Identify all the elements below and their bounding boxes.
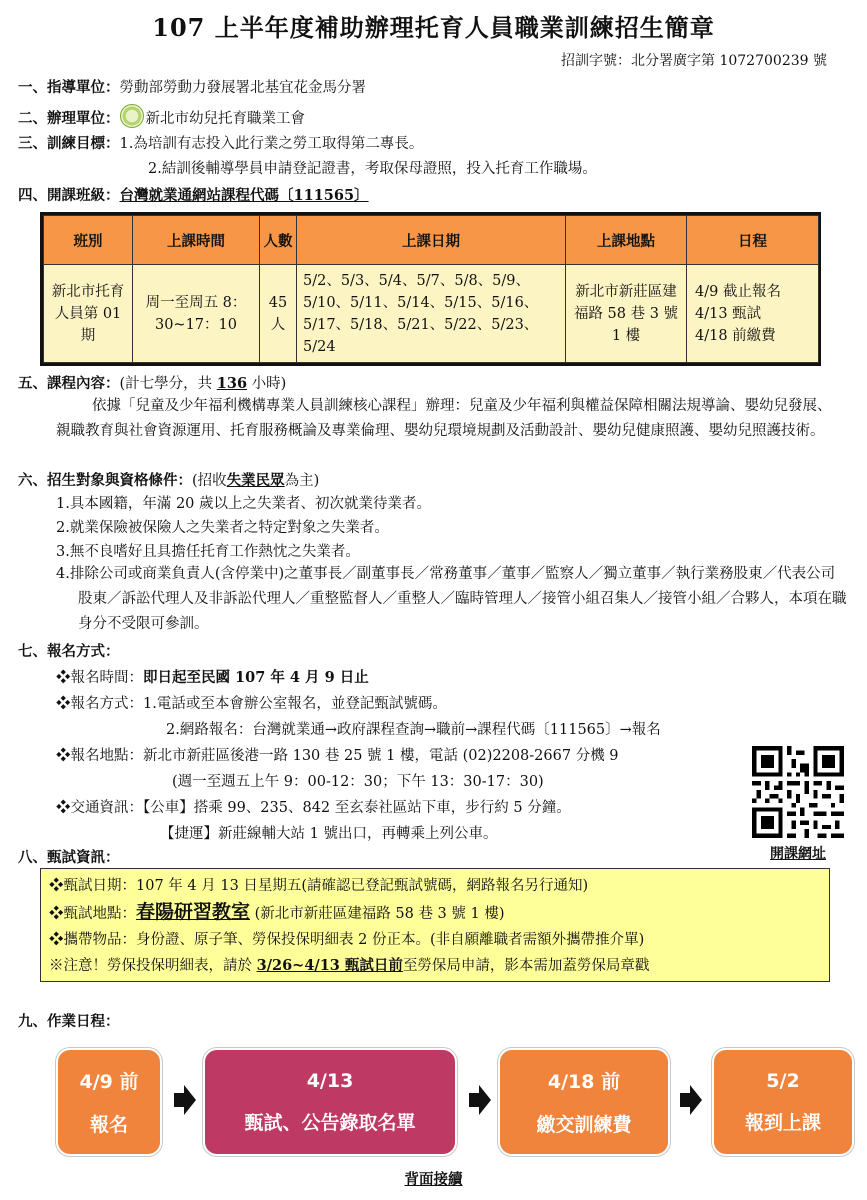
- exam-place-name: 春陽研習教室: [136, 901, 251, 923]
- exam-info-box: [40, 868, 830, 982]
- cell-class: 新北市托育人員第 01 期: [44, 265, 133, 363]
- page-title: 107 上半年度補助辦理托育人員職業訓練招生簡章: [152, 13, 715, 42]
- field-label: ❖攜帶物品：: [49, 932, 136, 948]
- section-label: 五、課程內容：: [18, 375, 120, 392]
- course-code: 台灣就業通網站課程代碼〔111565〕: [119, 187, 369, 204]
- section-organizer: [18, 104, 305, 128]
- field-label: ❖報名地點：: [56, 748, 143, 764]
- header-time: 上課時間: [133, 216, 260, 265]
- eligibility-item: 4.排除公司或商業負責人(含停業中)之董事長／副董事長／常務董事／董事／監察人／獨立董事／執行業務股東／代表公司股東／訴訟代理人及非訴訟代理人／重整監督人／重整人／臨時管理人／接管小組召集人／接管小組／合夥人，本項在職身分不受限可參訓。: [56, 566, 847, 632]
- section-goals: [18, 132, 423, 153]
- eligibility-item: 2.就業保險被保險人之失業者之特定對象之失業者。: [56, 520, 389, 536]
- qr-code-icon[interactable]: [752, 746, 844, 838]
- qr-label: 開課網址: [770, 846, 826, 862]
- schedule-table: [40, 212, 821, 366]
- office-hours: (週一至週五上午 9：00-12：30；下午 13：30-17：30): [172, 774, 544, 790]
- method-item: 1.電話或至本會辦公室報名，並登記甄試號碼。: [143, 696, 447, 712]
- header-class: 班別: [44, 216, 133, 265]
- document-number: 招訓字號：北分署廣字第 1072700239 號: [561, 53, 827, 69]
- course-note-end: 小時): [247, 376, 287, 392]
- header-location: 上課地點: [566, 216, 687, 265]
- continued-on-back: 背面接續: [404, 1171, 463, 1188]
- registration-method: [56, 692, 447, 713]
- eligibility-note: (招收: [192, 473, 227, 489]
- section-label: 六、招生對象與資格條件：: [18, 472, 192, 489]
- flow-date: 5/2: [766, 1069, 800, 1092]
- cell-time: 周一至周五 8：30~17：10: [133, 265, 260, 363]
- exam-date-value: 107 年 4 月 13 日星期五(請確認已登記甄試號碼，網路報名另行通知): [136, 878, 589, 894]
- cell-rundown: [687, 265, 819, 363]
- exam-date: [49, 873, 821, 899]
- course-body: 依據「兒童及少年福利機構專業人員訓練核心課程」辦理：兒童及少年福利與權益保障相關法規導論、嬰幼兒發展、親職教育與社會資源運用、托育服務概論及專業倫理、嬰幼兒環境規劃及活動設計、嬰幼兒健康照護、嬰幼兒照護技術。: [56, 398, 832, 439]
- field-label: ❖報名方式：: [56, 696, 143, 712]
- traffic-bus: 【公車】搭乘 99、235、842 至玄泰社區站下車，步行約 5 分鐘。: [143, 800, 571, 816]
- arrow-right-icon: [469, 1083, 491, 1117]
- section-timeline: 九、作業日程：: [18, 1013, 120, 1030]
- field-label: ❖甄試地點：: [49, 906, 136, 922]
- flow-label: 報到上課: [744, 1111, 821, 1134]
- rundown-item: 4/9 截止報名: [695, 283, 781, 300]
- field-label: ❖報名時間：: [56, 670, 143, 686]
- union-logo-icon: [120, 104, 144, 128]
- registration-place: [56, 744, 619, 765]
- eligibility-note-end: 為主): [284, 473, 320, 489]
- course-note: (計七學分，共: [119, 376, 217, 392]
- goal-item: 1.為培訓有志投入此行業之勞工取得第二專長。: [119, 136, 424, 152]
- flow-date: 4/9 前: [79, 1071, 139, 1093]
- registration-time: [56, 666, 369, 687]
- flow-step-payment: [498, 1048, 670, 1156]
- registration-deadline: 即日起至民國 107 年 4 月 9 日止: [143, 669, 369, 686]
- cell-dates: 5/2、5/3、5/4、5/7、5/8、5/9、5/10、5/11、5/14、5/15、5/16、5/17、5/18、5/21、5/22、5/23、5/24: [297, 265, 566, 363]
- section-eligibility: [18, 469, 319, 490]
- eligibility-item: 1.具本國籍，年滿 20 歲以上之失業者、初次就業待業者。: [56, 496, 432, 512]
- flow-date: 4/18 前: [547, 1071, 621, 1093]
- exam-items-value: 身份證、原子筆、勞保投保明細表 2 份正本。(非自願離職者需額外攜帶推介單): [136, 932, 645, 948]
- section-guidance: [18, 76, 366, 97]
- section-course: [18, 372, 286, 393]
- traffic-mrt: 【捷運】新莊線輔大站 1 號出口，再轉乘上列公車。: [160, 826, 498, 842]
- section-label: 一、指導單位：: [18, 79, 120, 96]
- exam-place-address: (新北市新莊區建福路 58 巷 3 號 1 樓): [254, 906, 505, 922]
- cell-location: 新北市新莊區建福路 58 巷 3 號 1 樓: [566, 265, 687, 363]
- section-label: 三、訓練目標：: [18, 135, 120, 152]
- rundown-item: 4/13 甄試: [695, 305, 762, 322]
- flow-step-register: [56, 1048, 162, 1156]
- notice-suffix: 至勞保局申請，影本需加蓋勞保局章戳: [402, 958, 650, 974]
- goal-item: 2.結訓後輔導學員申請登記證書，考取保母證照，投入托育工作職場。: [148, 161, 597, 177]
- course-hours: 136: [216, 375, 248, 392]
- section-class: [18, 184, 369, 205]
- exam-items: [49, 927, 821, 953]
- rundown-item: 4/18 前繳費: [695, 327, 776, 344]
- field-label: ❖甄試日期：: [49, 878, 136, 894]
- section-value: 新北市幼兒托育職業工會: [145, 111, 305, 127]
- section-value: 勞動部勞動力發展署北基宜花金馬分署: [119, 80, 366, 96]
- table-row: [44, 265, 819, 363]
- traffic-info: [56, 796, 571, 817]
- field-label: ❖交通資訊：: [56, 800, 143, 816]
- flow-date: 4/13: [306, 1069, 354, 1092]
- exam-place: [49, 899, 821, 927]
- arrow-right-icon: [680, 1083, 702, 1117]
- flow-label: 繳交訓練費: [536, 1114, 632, 1136]
- method-item: 2.網路報名：台灣就業通→政府課程查詢→職前→課程代碼〔111565〕→報名: [166, 722, 661, 738]
- flow-step-exam: [203, 1048, 457, 1156]
- header-count: 人數: [260, 216, 297, 265]
- section-label: 四、開課班級：: [18, 187, 120, 204]
- header-rundown: 日程: [687, 216, 819, 265]
- eligibility-item: 3.無不良嗜好且具擔任托育工作熱忱之失業者。: [56, 544, 360, 560]
- flow-label: 甄試、公告錄取名單: [244, 1111, 416, 1134]
- section-registration: 七、報名方式：: [18, 643, 120, 660]
- place-value: 新北市新莊區後港一路 130 巷 25 號 1 樓，電話 (02)2208-2667 分機 9: [143, 748, 619, 764]
- section-label: 二、辦理單位：: [18, 110, 120, 127]
- section-exam: 八、甄試資訊：: [18, 849, 120, 866]
- cell-count: 45 人: [260, 265, 297, 363]
- notice-emph: 3/26~4/13 甄試日前: [256, 957, 403, 974]
- flow-step-class-start: [712, 1048, 854, 1156]
- arrow-right-icon: [174, 1083, 196, 1117]
- table-header-row: [44, 216, 819, 265]
- header-dates: 上課日期: [297, 216, 566, 265]
- notice-prefix: ※注意！勞保投保明細表，請於: [49, 958, 257, 974]
- exam-notice: [49, 953, 821, 979]
- eligibility-emph: 失業民眾: [226, 472, 285, 489]
- flow-label: 報名: [89, 1114, 128, 1136]
